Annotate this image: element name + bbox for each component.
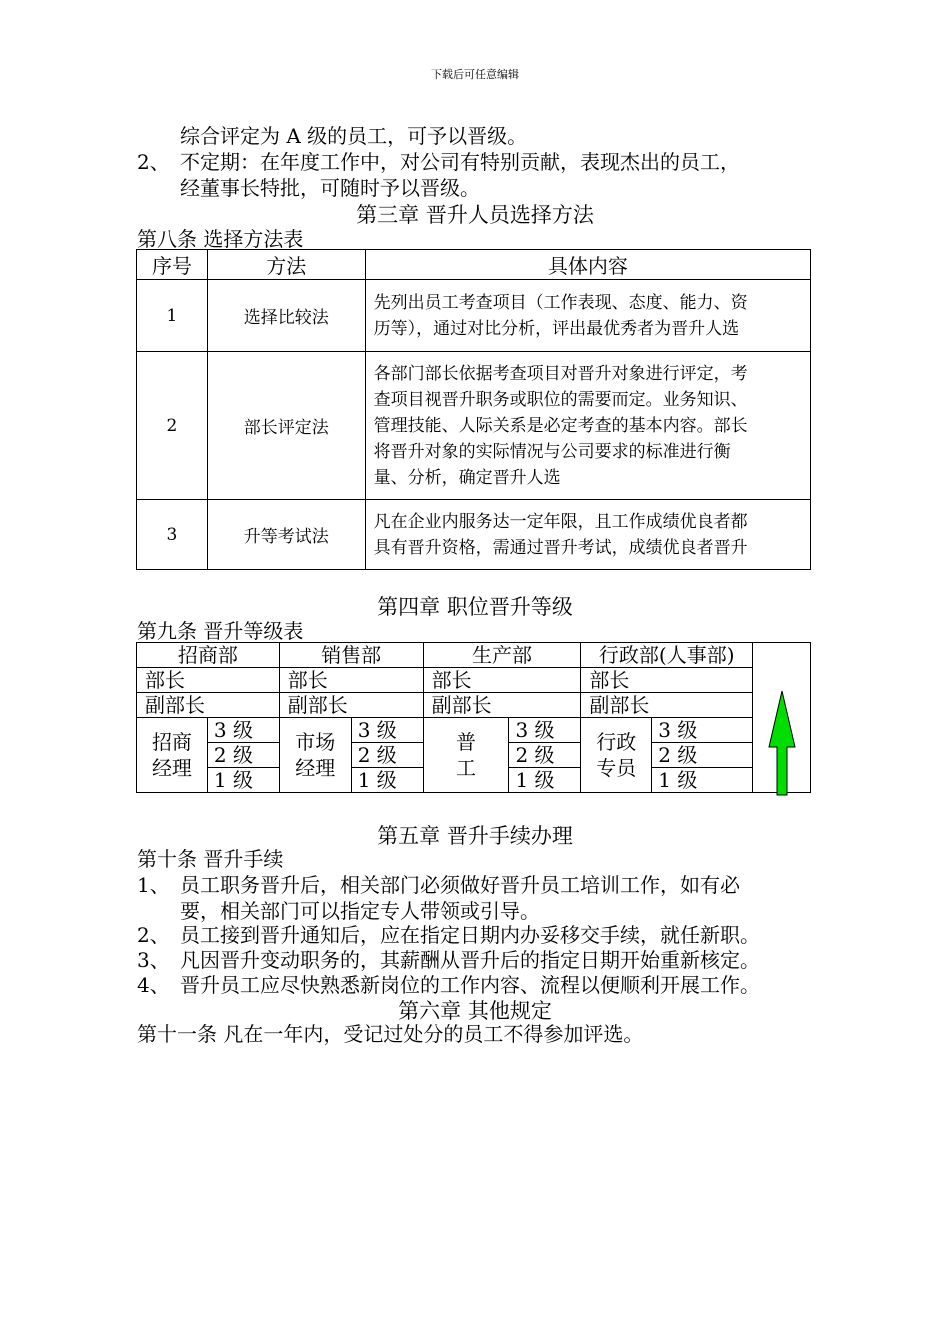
- chapter-heading: 第四章 职位晋升等级: [377, 595, 573, 619]
- position-cell: 市场 经理: [279, 718, 351, 793]
- list-number: 4、: [137, 973, 170, 997]
- para-line: 不定期：在年度工作中，对公司有特别贡献，表现杰出的员工，: [180, 150, 740, 174]
- article-text: 第十一条 凡在一年内，受记过处分的员工不得参加评选。: [137, 1022, 644, 1046]
- level-cell: 1 级: [509, 768, 581, 793]
- article-title: 第十条 晋升手续: [137, 847, 284, 871]
- table-row: [137, 500, 811, 570]
- method-table: [136, 249, 811, 570]
- arrow-column: [753, 643, 811, 793]
- grade-cell: 副部长: [279, 693, 423, 718]
- level-cell: 1 级: [652, 768, 753, 793]
- level-cell: 1 级: [351, 768, 423, 793]
- list-item: 要，相关部门可以指定专人带领或引导。: [180, 899, 540, 923]
- grade-cell: 部长: [279, 668, 423, 693]
- list-number: 3、: [137, 948, 170, 972]
- grade-cell: 部长: [137, 668, 280, 693]
- method-content: 凡在企业内服务达一定年限，且工作成绩优良者都 具有晋升资格，需通过晋升考试，成绩优良者晋升: [365, 500, 810, 570]
- grade-cell: 副部长: [581, 693, 753, 718]
- position-cell: 普 工: [423, 718, 509, 793]
- grade-table: [136, 642, 811, 793]
- article-title: 第八条 选择方法表: [137, 227, 304, 251]
- table-header: 序号: [137, 250, 208, 280]
- position-cell: 行政 专员: [581, 718, 652, 793]
- method-name: 升等考试法: [207, 500, 365, 570]
- method-name: 选择比较法: [207, 280, 365, 352]
- chapter-heading: 第三章 晋升人员选择方法: [356, 203, 594, 227]
- list-item: 员工职务晋升后，相关部门必须做好晋升员工培训工作，如有必: [180, 873, 740, 897]
- table-row: [137, 280, 811, 352]
- method-content: 各部门部长依据考查项目对晋升对象进行评定，考 查项目视晋升职务或职位的需要而定。业务知识、 管理技能、人际关系是必定考查的基本内容。部长 将晋升对象的实际情况与公司要求的标准进行衡 量、分析，确定晋升人选: [365, 352, 810, 500]
- article-title: 第九条 晋升等级表: [137, 619, 304, 643]
- position-cell: 招商 经理: [137, 718, 208, 793]
- level-cell: 3 级: [509, 718, 581, 743]
- level-cell: 2 级: [509, 743, 581, 768]
- dept-header: 生产部: [423, 643, 581, 668]
- row-number: 2: [137, 352, 208, 500]
- page-header: 下载后可任意编辑: [431, 68, 519, 81]
- list-item: 晋升员工应尽快熟悉新岗位的工作内容、流程以便顺利开展工作。: [180, 973, 760, 997]
- list-number: 1、: [137, 873, 170, 897]
- up-arrow-icon: [753, 643, 811, 799]
- table-header: 具体内容: [365, 250, 810, 280]
- level-cell: 2 级: [351, 743, 423, 768]
- level-cell: 1 级: [207, 768, 279, 793]
- dept-header: 销售部: [279, 643, 423, 668]
- method-content: 先列出员工考查项目（工作表现、态度、能力、资 历等），通过对比分析，评出最优秀者为晋升人选: [365, 280, 810, 352]
- dept-header: 行政部(人事部): [581, 643, 753, 668]
- method-name: 部长评定法: [207, 352, 365, 500]
- level-cell: 3 级: [652, 718, 753, 743]
- grade-cell: 副部长: [137, 693, 280, 718]
- para-line: 经董事长特批，可随时予以晋级。: [180, 176, 480, 200]
- level-cell: 2 级: [652, 743, 753, 768]
- level-cell: 3 级: [351, 718, 423, 743]
- table-header: 方法: [207, 250, 365, 280]
- table-row: [137, 352, 811, 500]
- grade-cell: 部长: [581, 668, 753, 693]
- list-item: 员工接到晋升通知后，应在指定日期内办妥移交手续，就任新职。: [180, 923, 760, 947]
- row-number: 3: [137, 500, 208, 570]
- list-number: 2、: [137, 150, 170, 174]
- level-cell: 3 级: [207, 718, 279, 743]
- chapter-heading: 第六章 其他规定: [398, 999, 552, 1023]
- para-line: 综合评定为 A 级的员工，可予以晋级。: [180, 124, 528, 148]
- list-item: 凡因晋升变动职务的，其薪酬从晋升后的指定日期开始重新核定。: [180, 948, 760, 972]
- row-number: 1: [137, 280, 208, 352]
- dept-header: 招商部: [137, 643, 280, 668]
- level-cell: 2 级: [207, 743, 279, 768]
- grade-cell: 副部长: [423, 693, 581, 718]
- grade-cell: 部长: [423, 668, 581, 693]
- chapter-heading: 第五章 晋升手续办理: [377, 824, 573, 848]
- list-number: 2、: [137, 923, 170, 947]
